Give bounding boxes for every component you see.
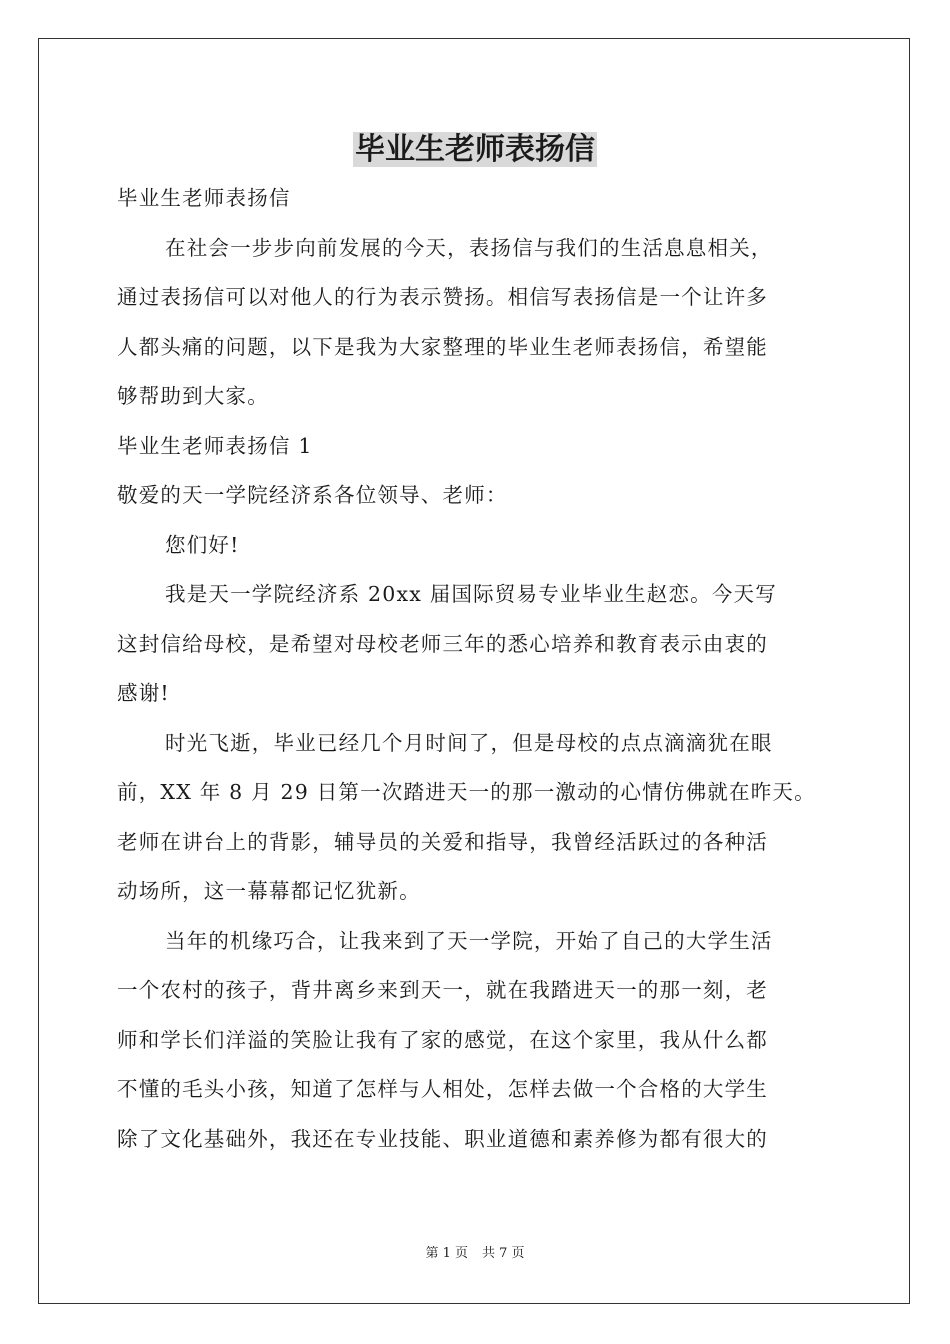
body-line: 动场所，这一幕幕都记忆犹新。 (117, 879, 421, 903)
body-line: 这封信给母校，是希望对母校老师三年的悉心培养和教育表示由衷的 (117, 631, 768, 656)
body-line: 师和学长们洋溢的笑脸让我有了家的感觉，在这个家里，我从什么都 (117, 1027, 768, 1052)
body-line: 感谢! (117, 681, 170, 705)
body-line: 当年的机缘巧合，让我来到了天一学院，开始了自己的大学生活 (165, 928, 773, 953)
page-total: 共 7 页 (482, 1246, 525, 1261)
body-line: 时光飞逝，毕业已经几个月时间了，但是母校的点点滴滴犹在眼 (165, 730, 773, 755)
page-number: 第 1 页 (425, 1246, 468, 1261)
document-body (117, 174, 839, 1164)
body-line: 人都头痛的问题，以下是我为大家整理的毕业生老师表扬信，希望能 (117, 334, 768, 359)
body-line: 我是天一学院经济系 20xx 届国际贸易专业毕业生赵恋。今天写 (165, 582, 777, 606)
section-heading: 毕业生老师表扬信 1 (117, 433, 313, 458)
page-footer (0, 1244, 950, 1264)
body-line: 除了文化基础外，我还在专业技能、职业道德和素养修为都有很大的 (117, 1126, 768, 1151)
body-line: 前，XX 年 8 月 29 日第一次踏进天一的那一激动的心情仿佛就在昨天。 (117, 780, 816, 804)
body-line: 不懂的毛头小孩，知道了怎样与人相处，怎样去做一个合格的大学生 (117, 1077, 768, 1101)
body-line-subtitle: 毕业生老师表扬信 (117, 186, 291, 210)
body-line: 通过表扬信可以对他人的行为表示赞扬。相信写表扬信是一个让许多 (117, 285, 768, 309)
salutation: 敬爱的天一学院经济系各位领导、老师： (117, 483, 508, 507)
document-title (0, 126, 950, 174)
body-line: 老师在讲台上的背影，辅导员的关爱和指导，我曾经活跃过的各种活 (117, 829, 768, 854)
body-line: 一个农村的孩子，背井离乡来到天一，就在我踏进天一的那一刻，老 (117, 978, 768, 1002)
document-title-text: 毕业生老师表扬信 (355, 132, 595, 167)
greeting: 您们好! (165, 532, 240, 557)
body-line: 在社会一步步向前发展的今天，表扬信与我们的生活息息相关， (165, 235, 773, 260)
body-line: 够帮助到大家。 (117, 384, 269, 408)
